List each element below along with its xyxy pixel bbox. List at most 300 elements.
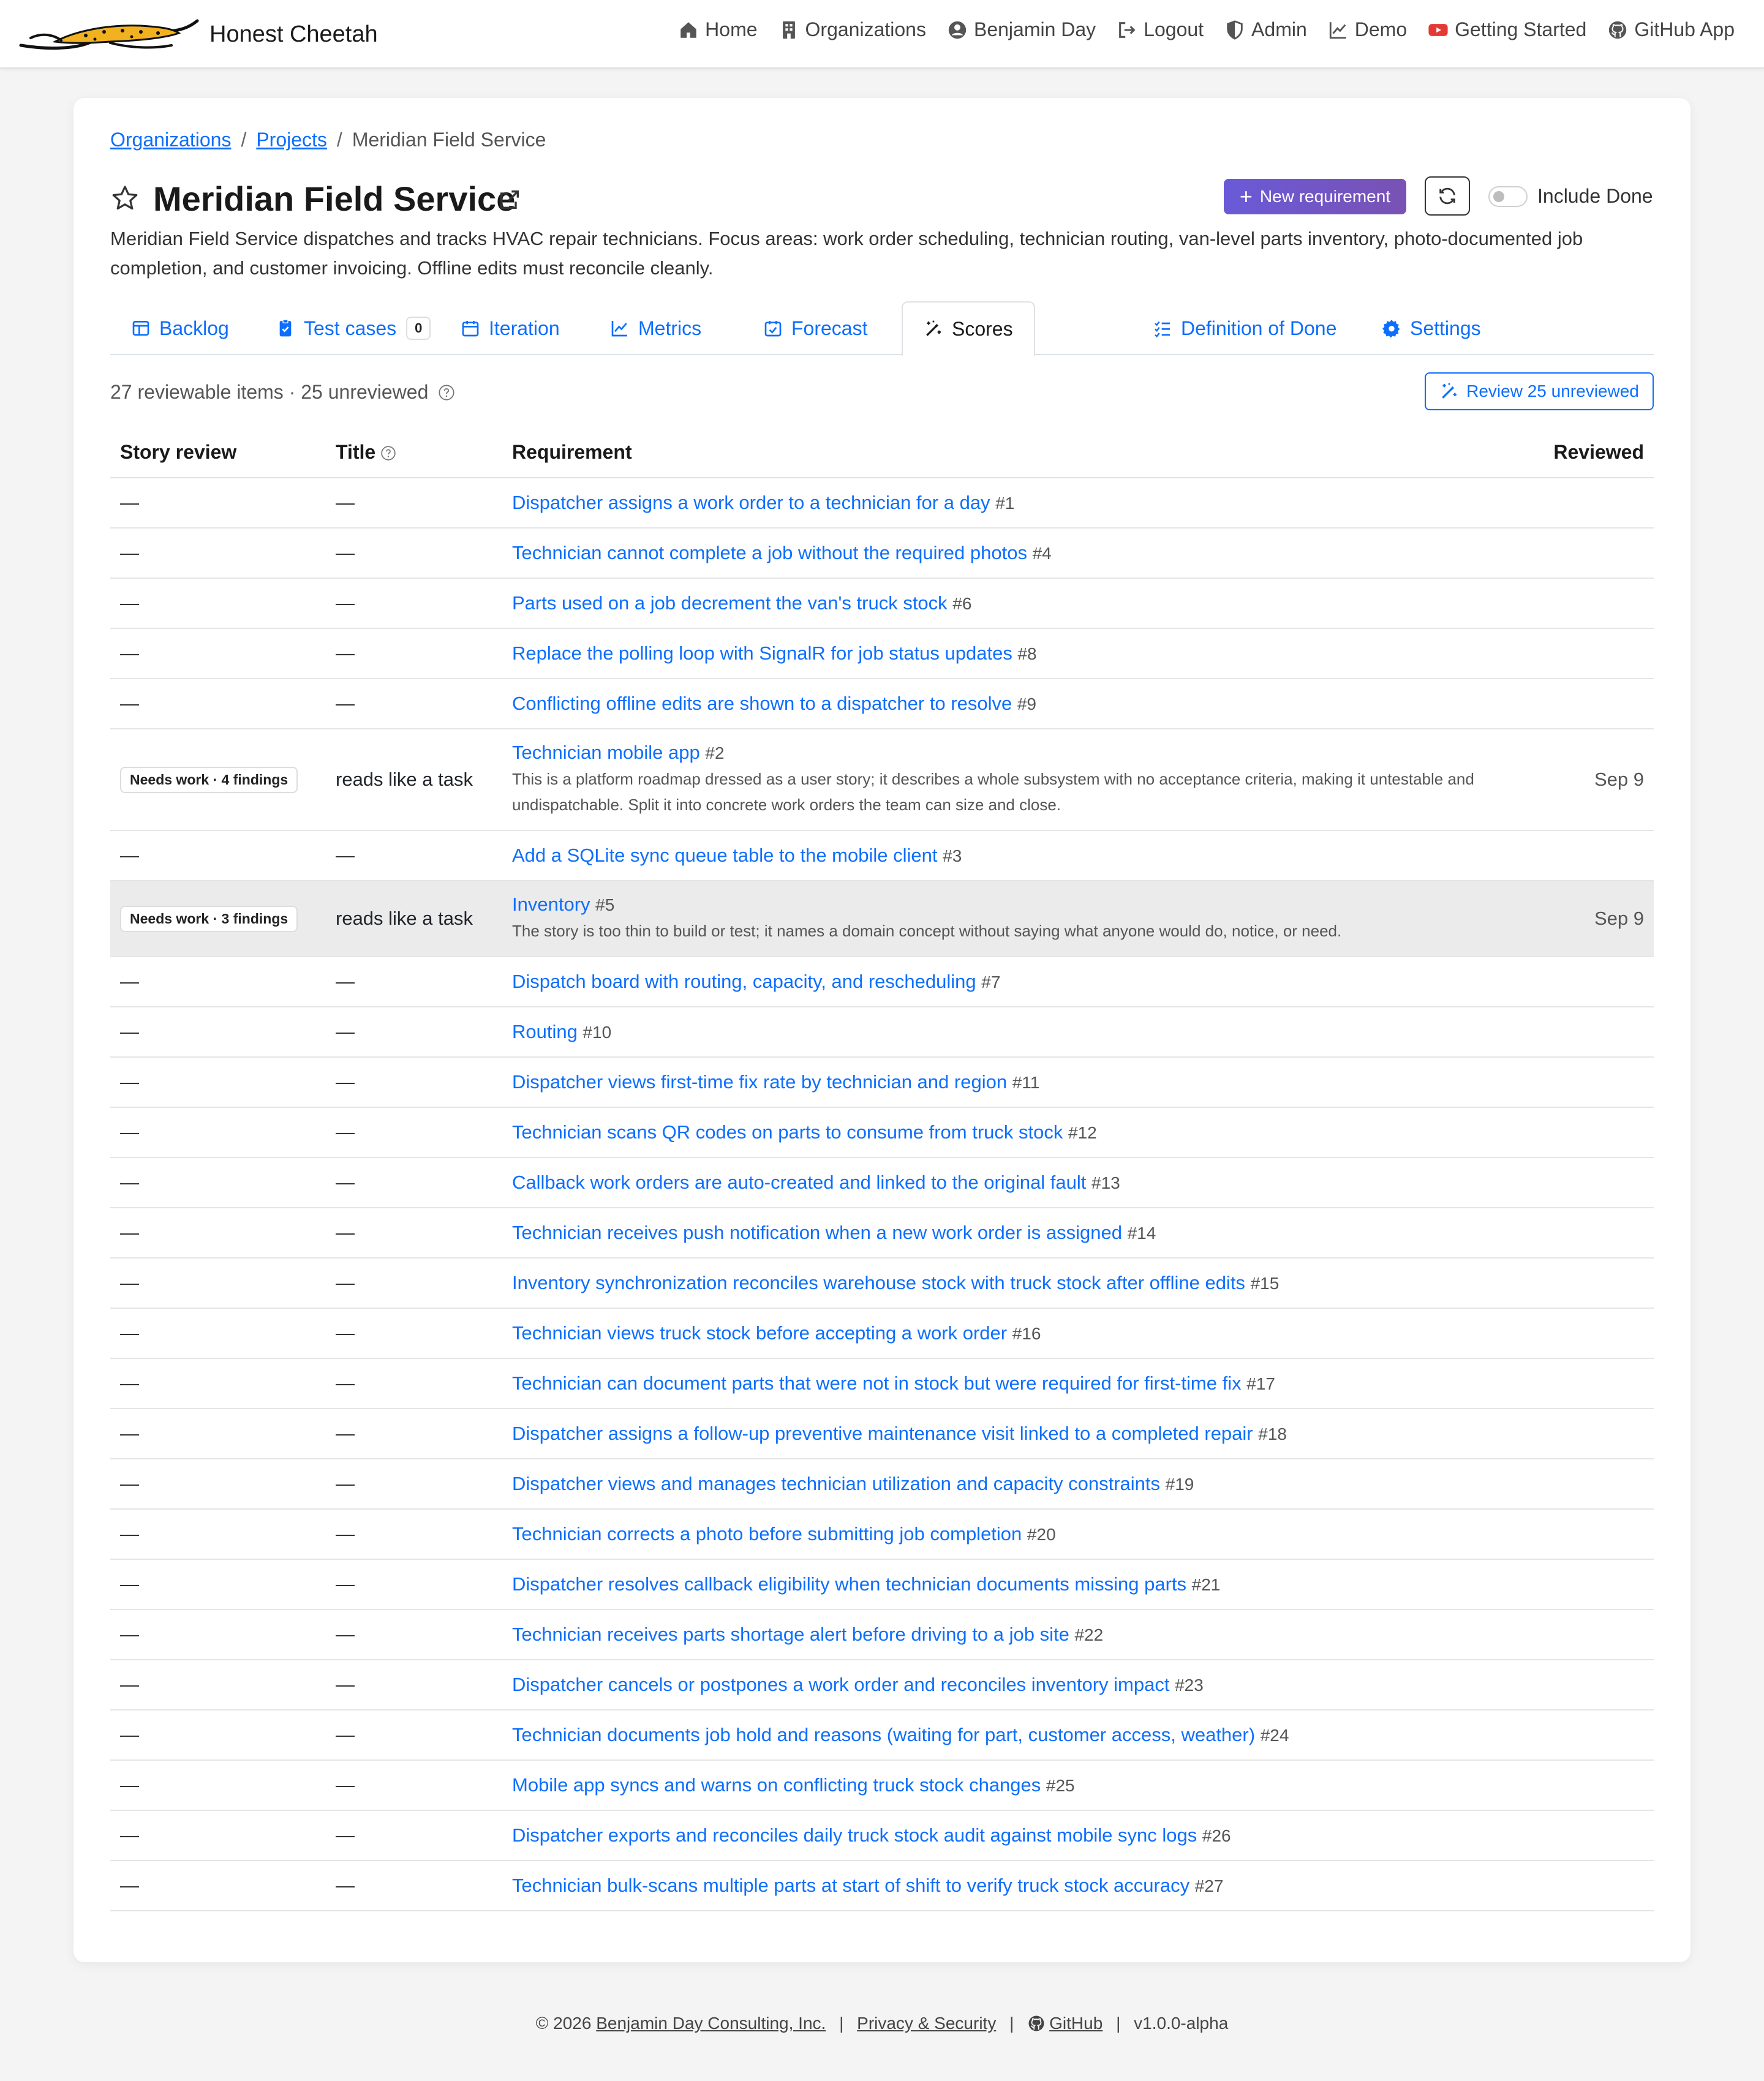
tab-test-cases-label: Test cases: [304, 317, 397, 339]
title-score: —: [336, 693, 355, 714]
header-title[interactable]: [326, 427, 502, 478]
cell-requirement: [502, 1107, 1507, 1157]
cell-title: [326, 1308, 502, 1358]
test-cases-count-badge: 0: [406, 317, 431, 340]
footer: [0, 2014, 1764, 2033]
cell-title: [326, 1459, 502, 1509]
table-row[interactable]: [110, 1760, 1654, 1810]
review-empty: —: [120, 1272, 139, 1293]
requirement-link[interactable]: Conflicting offline edits are shown to a dispatcher to resolve: [512, 693, 1012, 714]
external-link-icon[interactable]: [497, 187, 522, 212]
table-row[interactable]: [110, 1609, 1654, 1660]
cell-requirement: [502, 830, 1507, 881]
magic-wand-icon: [1439, 382, 1459, 401]
requirement-number: #17: [1246, 1374, 1275, 1393]
requirement-link[interactable]: Add a SQLite sync queue table to the mobile client: [512, 845, 938, 866]
tab-definition-of-done[interactable]: [1132, 301, 1357, 355]
table-row[interactable]: [110, 1258, 1654, 1308]
cell-story-review: [110, 1157, 326, 1208]
requirement-number: #3: [943, 846, 962, 865]
cell-requirement: [502, 528, 1507, 578]
footer-separator: |: [1009, 2014, 1014, 2033]
title-score: —: [336, 1272, 355, 1293]
title-score: —: [336, 1875, 355, 1896]
title-score: reads like a task: [336, 769, 473, 790]
title-score: —: [336, 1824, 355, 1846]
review-unreviewed-label: Review 25 unreviewed: [1466, 382, 1639, 401]
tab-metrics[interactable]: [589, 301, 722, 355]
requirement-link[interactable]: Callback work orders are auto-created and linked to the original fault: [512, 1172, 1087, 1193]
breadcrumb-separator: /: [241, 129, 247, 151]
new-requirement-button[interactable]: [1224, 179, 1406, 214]
cell-title: [326, 1258, 502, 1308]
table-row[interactable]: [110, 1208, 1654, 1258]
nav-demo-label: Demo: [1354, 18, 1408, 40]
new-requirement-label: New requirement: [1259, 187, 1391, 206]
cell-reviewed: [1507, 1157, 1654, 1208]
clipboard-check-icon: [276, 318, 295, 338]
review-empty: —: [120, 1473, 139, 1494]
nav-home-label: Home: [705, 18, 758, 40]
review-note: This is a platform roadmap dressed as a user story; it describes a whole subsystem with no acceptance criteria, making it untestable and undispatchable. Split it into concrete work orders the team can size and close.: [512, 770, 1474, 814]
cell-story-review: [110, 1007, 326, 1057]
title-score: —: [336, 1423, 355, 1444]
cell-requirement: [502, 679, 1507, 729]
cell-title: [326, 1157, 502, 1208]
cell-requirement: [502, 1358, 1507, 1409]
nav-admin[interactable]: [1224, 18, 1307, 41]
review-empty: —: [120, 1172, 139, 1193]
nav-getting-started[interactable]: [1428, 18, 1586, 41]
requirement-link[interactable]: Technician can document parts that were not in stock but were required for first-time fix: [512, 1372, 1242, 1394]
footer-company-link[interactable]: Benjamin Day Consulting, Inc.: [596, 2014, 826, 2033]
review-unreviewed-button[interactable]: [1425, 372, 1654, 410]
table-row[interactable]: [110, 729, 1654, 830]
table-row[interactable]: [110, 578, 1654, 628]
cell-reviewed: [1507, 1258, 1654, 1308]
title-score: —: [336, 1674, 355, 1695]
requirement-link[interactable]: Technician receives parts shortage alert before driving to a job site: [512, 1624, 1069, 1645]
cell-reviewed: [1507, 478, 1654, 528]
list-check-icon: [1153, 318, 1172, 338]
user-circle-icon: [947, 20, 968, 40]
house-icon: [678, 20, 699, 40]
requirement-link[interactable]: Technician receives push notification when a new work order is assigned: [512, 1222, 1122, 1243]
table-row[interactable]: [110, 1157, 1654, 1208]
breadcrumb-projects-link[interactable]: Projects: [256, 129, 327, 151]
project-tabs: [110, 301, 1654, 355]
refresh-icon: [1437, 186, 1458, 206]
requirement-number: #13: [1091, 1173, 1120, 1192]
review-empty: —: [120, 1573, 139, 1595]
footer-privacy-link[interactable]: Privacy & Security: [857, 2014, 997, 2033]
title-score: —: [336, 1573, 355, 1595]
table-row[interactable]: [110, 1057, 1654, 1107]
tab-scores[interactable]: [902, 301, 1035, 356]
cell-requirement: [502, 1459, 1507, 1509]
table-row[interactable]: [110, 1358, 1654, 1409]
review-empty: —: [120, 1624, 139, 1645]
table-row[interactable]: [110, 1861, 1654, 1911]
review-empty: —: [120, 1423, 139, 1444]
title-score: —: [336, 1724, 355, 1745]
nav-logout[interactable]: [1117, 18, 1204, 41]
cell-reviewed: [1507, 528, 1654, 578]
cell-story-review: [110, 679, 326, 729]
cell-requirement: [502, 1559, 1507, 1609]
table-row[interactable]: [110, 1710, 1654, 1760]
requirement-number: #15: [1250, 1274, 1280, 1293]
page-title: Meridian Field Service: [153, 179, 516, 218]
requirement-number: #22: [1074, 1625, 1104, 1644]
requirement-link[interactable]: Dispatcher resolves callback eligibility when technician documents missing parts: [512, 1573, 1186, 1595]
cell-requirement: [502, 1057, 1507, 1107]
cell-story-review: [110, 628, 326, 679]
cell-story-review: [110, 1459, 326, 1509]
requirement-link[interactable]: Routing: [512, 1021, 578, 1042]
requirements-table: [110, 427, 1654, 1911]
review-empty: —: [120, 971, 139, 992]
requirement-number: #14: [1127, 1224, 1156, 1243]
requirement-number: #2: [705, 743, 725, 762]
table-row[interactable]: [110, 528, 1654, 578]
requirement-link[interactable]: Dispatch board with routing, capacity, and rescheduling: [512, 971, 976, 992]
cell-title: [326, 578, 502, 628]
cell-story-review: [110, 578, 326, 628]
cell-title: [326, 1057, 502, 1107]
review-empty: —: [120, 1322, 139, 1344]
cell-story-review: [110, 478, 326, 528]
cell-requirement: [502, 1861, 1507, 1911]
table-row[interactable]: [110, 881, 1654, 957]
table-row[interactable]: [110, 1308, 1654, 1358]
plus-icon: +: [1239, 184, 1253, 209]
title-score: —: [336, 1222, 355, 1243]
table-row[interactable]: [110, 1007, 1654, 1057]
table-row[interactable]: [110, 679, 1654, 729]
cell-requirement: [502, 628, 1507, 679]
table-row[interactable]: [110, 1660, 1654, 1710]
tab-scores-label: Scores: [952, 317, 1013, 340]
requirement-link[interactable]: Technician documents job hold and reasons (waiting for part, customer access, weather): [512, 1724, 1256, 1745]
footer-version: v1.0.0-alpha: [1134, 2014, 1229, 2033]
star-favorite-icon[interactable]: [110, 184, 140, 213]
question-circle-icon[interactable]: [438, 384, 455, 401]
table-row[interactable]: [110, 1810, 1654, 1861]
header-reviewed[interactable]: Reviewed: [1507, 427, 1654, 478]
title-score: —: [336, 845, 355, 866]
requirement-link[interactable]: Dispatcher assigns a work order to a technician for a day: [512, 492, 990, 513]
cell-requirement: [502, 478, 1507, 528]
title-score: —: [336, 1172, 355, 1193]
brand-logo-link[interactable]: [18, 13, 378, 55]
nav-user[interactable]: [947, 18, 1096, 41]
requirement-link[interactable]: Dispatcher views and manages technician utilization and capacity constraints: [512, 1473, 1161, 1494]
cell-reviewed: Sep 9: [1507, 729, 1654, 830]
header-requirement[interactable]: Requirement: [502, 427, 1507, 478]
title-score: —: [336, 1372, 355, 1394]
cell-story-review: [110, 1810, 326, 1861]
requirement-number: #16: [1012, 1324, 1041, 1343]
nav-home[interactable]: [678, 18, 757, 41]
cell-reviewed: [1507, 1208, 1654, 1258]
title-score: —: [336, 1624, 355, 1645]
footer-github-link[interactable]: GitHub: [1049, 2014, 1103, 2033]
nav-github-app-label: GitHub App: [1634, 18, 1735, 40]
requirement-link[interactable]: Inventory: [512, 894, 590, 915]
tab-definition-of-done-label: Definition of Done: [1181, 317, 1337, 339]
review-empty: —: [120, 1021, 139, 1042]
cell-story-review: [110, 1107, 326, 1157]
cell-requirement: [502, 1007, 1507, 1057]
nav-organizations[interactable]: [778, 18, 926, 41]
cell-title: [326, 957, 502, 1007]
requirement-number: #12: [1068, 1123, 1097, 1142]
requirement-number: #20: [1027, 1525, 1056, 1544]
cell-title: [326, 1760, 502, 1810]
table-row[interactable]: [110, 1459, 1654, 1509]
table-row[interactable]: [110, 1559, 1654, 1609]
breadcrumb-current: Meridian Field Service: [352, 129, 546, 151]
requirement-number: #6: [952, 594, 972, 613]
cell-story-review: [110, 1358, 326, 1409]
title-score: —: [336, 492, 355, 513]
cell-story-review: [110, 1258, 326, 1308]
include-done-toggle[interactable]: [1488, 186, 1528, 207]
shield-icon: [1224, 20, 1245, 40]
table-row[interactable]: [110, 1409, 1654, 1459]
review-empty: —: [120, 1121, 139, 1143]
cell-story-review: [110, 1409, 326, 1459]
top-nav: [657, 18, 1735, 41]
table-row[interactable]: [110, 830, 1654, 881]
requirement-link[interactable]: Technician cannot complete a job without the required photos: [512, 542, 1027, 563]
requirement-number: #27: [1194, 1876, 1224, 1895]
title-score: —: [336, 1071, 355, 1093]
cell-title: [326, 1710, 502, 1760]
cell-story-review: [110, 830, 326, 881]
cell-title: [326, 729, 502, 830]
tab-forecast-label: Forecast: [791, 317, 868, 339]
review-empty: —: [120, 1523, 139, 1545]
cell-reviewed: [1507, 1760, 1654, 1810]
nav-admin-label: Admin: [1251, 18, 1307, 40]
requirement-link[interactable]: Replace the polling loop with SignalR for job status updates: [512, 642, 1012, 664]
cell-reviewed: [1507, 1308, 1654, 1358]
cell-title: [326, 1107, 502, 1157]
tab-forecast[interactable]: [742, 301, 888, 355]
cell-requirement: [502, 1208, 1507, 1258]
top-navbar: [0, 0, 1764, 69]
title-score: —: [336, 1021, 355, 1042]
review-empty: —: [120, 845, 139, 866]
cell-requirement: [502, 729, 1507, 830]
review-empty: —: [120, 1774, 139, 1796]
requirement-number: #18: [1258, 1424, 1287, 1443]
table-row[interactable]: [110, 957, 1654, 1007]
tab-iteration-label: Iteration: [489, 317, 560, 339]
cell-story-review: [110, 1057, 326, 1107]
nav-github-app[interactable]: [1607, 18, 1735, 41]
cell-reviewed: [1507, 1409, 1654, 1459]
table-row[interactable]: [110, 1509, 1654, 1559]
table-row[interactable]: [110, 478, 1654, 528]
nav-demo[interactable]: [1328, 18, 1407, 41]
title-score: —: [336, 1774, 355, 1796]
title-score: —: [336, 1523, 355, 1545]
header-story-review[interactable]: Story review: [110, 427, 326, 478]
title-row: [110, 175, 1654, 224]
cell-requirement: [502, 957, 1507, 1007]
question-circle-icon[interactable]: [380, 445, 396, 461]
cell-story-review: [110, 1208, 326, 1258]
cell-title: [326, 1559, 502, 1609]
title-score: reads like a task: [336, 908, 473, 929]
requirement-link[interactable]: Technician bulk-scans multiple parts at start of shift to verify truck stock accuracy: [512, 1875, 1190, 1896]
requirement-link[interactable]: Dispatcher assigns a follow-up preventive maintenance visit linked to a completed repair: [512, 1423, 1253, 1444]
title-score: —: [336, 1121, 355, 1143]
requirement-number: #19: [1165, 1475, 1194, 1494]
review-status-badge[interactable]: Needs work · 4 findings: [120, 767, 298, 793]
cell-story-review: [110, 1308, 326, 1358]
requirement-link[interactable]: Mobile app syncs and warns on conflicting truck stock changes: [512, 1774, 1041, 1796]
review-empty: —: [120, 693, 139, 714]
line-chart-icon: [610, 318, 630, 338]
breadcrumb-separator: /: [336, 129, 342, 151]
requirement-link[interactable]: Parts used on a job decrement the van's truck stock: [512, 592, 948, 614]
requirement-link[interactable]: Technician mobile app: [512, 742, 700, 763]
title-score: —: [336, 642, 355, 664]
cell-title: [326, 830, 502, 881]
building-icon: [778, 20, 799, 40]
cell-requirement: [502, 1760, 1507, 1810]
cell-story-review: [110, 1861, 326, 1911]
requirement-number: #4: [1032, 544, 1052, 563]
nav-getting-started-label: Getting Started: [1455, 18, 1587, 40]
refresh-button[interactable]: [1425, 176, 1470, 216]
cell-reviewed: [1507, 628, 1654, 679]
cell-story-review: [110, 1559, 326, 1609]
table-row[interactable]: [110, 628, 1654, 679]
requirement-number: #10: [582, 1023, 612, 1042]
requirement-number: #24: [1260, 1726, 1289, 1745]
table-header-row: [110, 427, 1654, 478]
requirement-link[interactable]: Technician views truck stock before accepting a work order: [512, 1322, 1008, 1344]
cell-title: [326, 1358, 502, 1409]
cell-reviewed: [1507, 1057, 1654, 1107]
table-row[interactable]: [110, 1107, 1654, 1157]
review-note: The story is too thin to build or test; it names a domain concept without saying what anyone would do, notice, or need.: [512, 922, 1342, 940]
requirement-number: #8: [1017, 644, 1037, 663]
requirement-number: #23: [1175, 1676, 1204, 1695]
cell-reviewed: [1507, 1810, 1654, 1861]
tab-test-cases[interactable]: [255, 301, 451, 355]
requirement-link[interactable]: Dispatcher exports and reconciles daily truck stock audit against mobile sync logs: [512, 1824, 1197, 1846]
cell-reviewed: [1507, 679, 1654, 729]
cell-requirement: [502, 1409, 1507, 1459]
github-icon: [1607, 20, 1628, 40]
include-done-label: Include Done: [1537, 185, 1653, 207]
cell-requirement: [502, 1710, 1507, 1760]
requirement-link[interactable]: Dispatcher views first-time fix rate by technician and region: [512, 1071, 1008, 1093]
review-empty: —: [120, 642, 139, 664]
review-empty: —: [120, 1071, 139, 1093]
requirement-number: #26: [1202, 1826, 1231, 1845]
cell-title: [326, 881, 502, 957]
tab-settings-label: Settings: [1410, 317, 1481, 339]
requirement-number: #1: [995, 494, 1015, 513]
review-summary: [110, 381, 455, 404]
footer-copyright: © 2026: [535, 2014, 592, 2033]
requirement-link[interactable]: Inventory synchronization reconciles warehouse stock with truck stock after offline edits: [512, 1272, 1245, 1293]
footer-separator: |: [1116, 2014, 1121, 2033]
requirement-link[interactable]: Technician corrects a photo before submitting job completion: [512, 1523, 1022, 1545]
tab-backlog[interactable]: [110, 301, 250, 355]
cell-title: [326, 679, 502, 729]
cell-requirement: [502, 1308, 1507, 1358]
cell-requirement: [502, 881, 1507, 957]
requirement-number: #7: [981, 973, 1001, 992]
cell-reviewed: [1507, 1861, 1654, 1911]
magic-wand-icon: [924, 319, 943, 339]
review-empty: —: [120, 1372, 139, 1394]
cell-story-review: [110, 1710, 326, 1760]
header-title-label: Title: [336, 441, 376, 463]
project-description: Meridian Field Service dispatches and tracks HVAC repair technicians. Focus areas: work order scheduling, technician routing, van-level parts inventory, photo-documented job completion, and customer invoicing. Offline edits must reconcile cleanly.: [110, 228, 1583, 279]
brand-name: Honest Cheetah: [209, 21, 378, 47]
nav-user-label: Benjamin Day: [973, 18, 1096, 40]
cell-reviewed: Sep 9: [1507, 881, 1654, 957]
cell-title: [326, 1509, 502, 1559]
requirement-link[interactable]: Technician scans QR codes on parts to consume from truck stock: [512, 1121, 1063, 1143]
review-empty: —: [120, 492, 139, 513]
cell-title: [326, 1861, 502, 1911]
title-score: —: [336, 1322, 355, 1344]
review-summary-text: 27 reviewable items · 25 unreviewed: [110, 381, 429, 403]
cell-reviewed: [1507, 1559, 1654, 1609]
review-empty: —: [120, 1674, 139, 1695]
cell-story-review: [110, 1609, 326, 1660]
gear-icon: [1382, 318, 1401, 338]
tab-iteration[interactable]: [440, 301, 581, 355]
cell-title: [326, 478, 502, 528]
tab-backlog-label: Backlog: [159, 317, 229, 339]
cell-story-review: [110, 1760, 326, 1810]
review-empty: —: [120, 1875, 139, 1896]
cell-story-review: [110, 528, 326, 578]
cell-title: [326, 628, 502, 679]
youtube-icon: [1428, 20, 1449, 40]
cell-title: [326, 1660, 502, 1710]
review-empty: —: [120, 1824, 139, 1846]
cell-reviewed: [1507, 957, 1654, 1007]
footer-separator: |: [839, 2014, 844, 2033]
cell-requirement: [502, 578, 1507, 628]
cell-title: [326, 1609, 502, 1660]
review-status-badge[interactable]: Needs work · 3 findings: [120, 906, 298, 932]
main-card: [74, 98, 1691, 1962]
cell-story-review: [110, 957, 326, 1007]
breadcrumb-organizations-link[interactable]: Organizations: [110, 129, 232, 151]
title-score: —: [336, 1473, 355, 1494]
cell-requirement: [502, 1660, 1507, 1710]
cheetah-logo-icon: [18, 13, 202, 55]
requirement-number: #9: [1017, 694, 1036, 713]
tab-settings[interactable]: [1361, 301, 1502, 355]
requirement-link[interactable]: Dispatcher cancels or postpones a work order and reconciles inventory impact: [512, 1674, 1170, 1695]
cell-title: [326, 1007, 502, 1057]
cell-requirement: [502, 1509, 1507, 1559]
